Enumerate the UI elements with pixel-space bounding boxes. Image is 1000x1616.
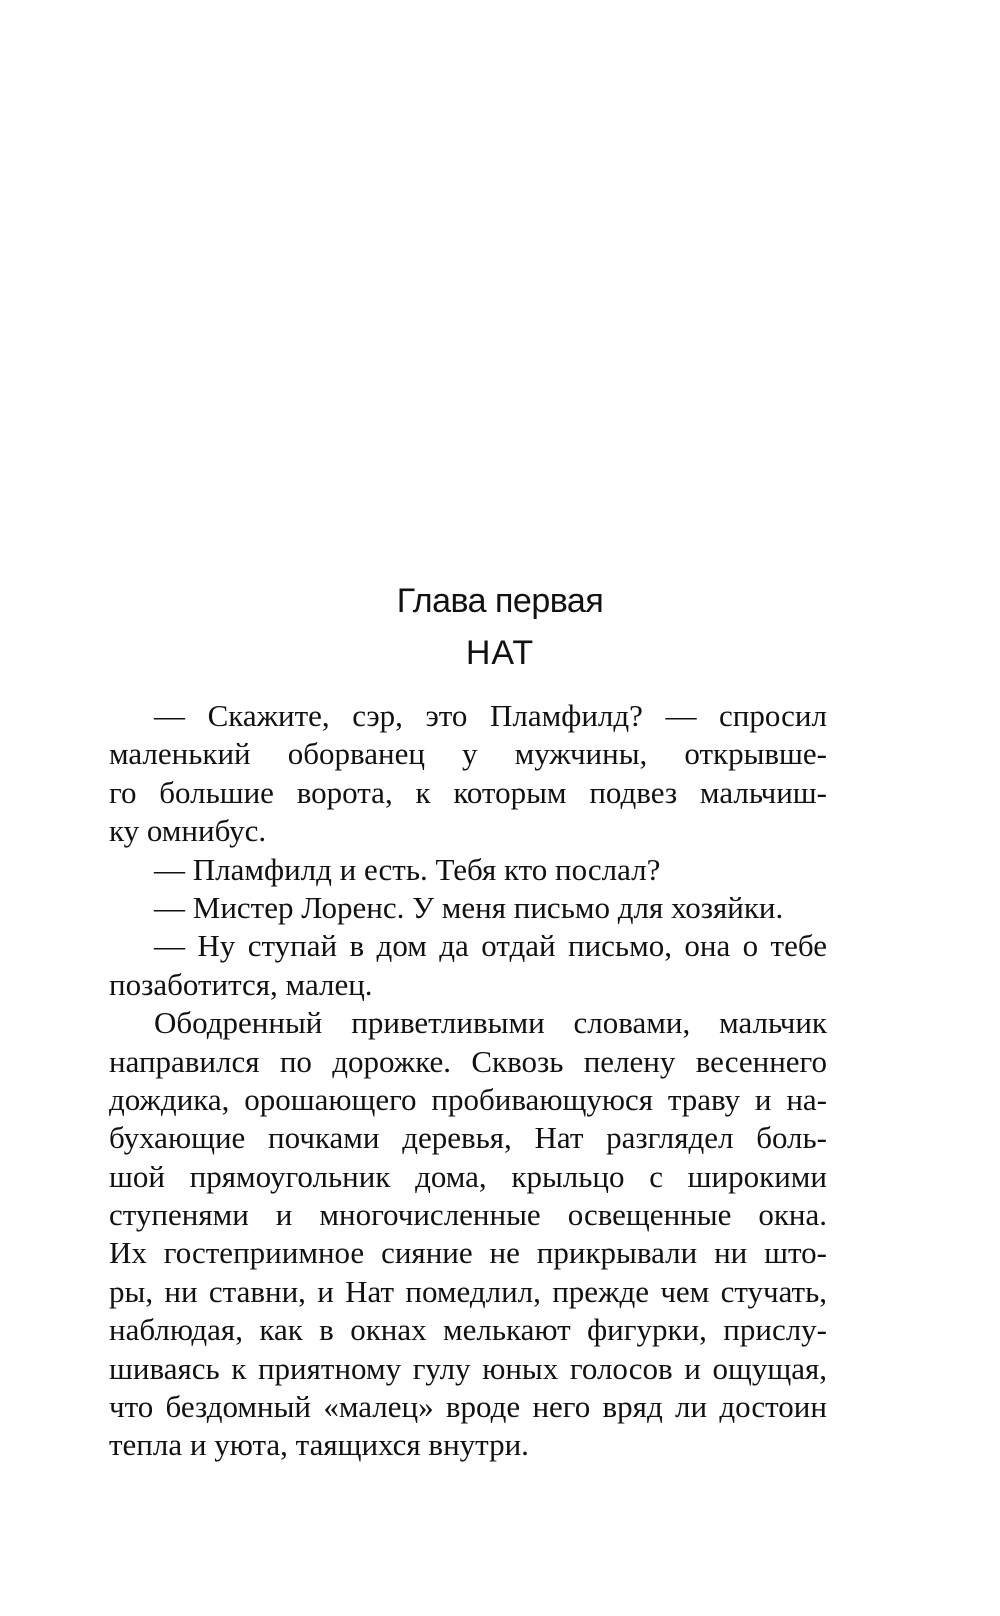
text-line: направился по дорожке. Сквозь пелену весеннего	[109, 1043, 827, 1079]
text-line: дождика, орошающего пробивающуюся траву и на-	[109, 1081, 827, 1117]
text-line: позаботится, малец.	[109, 966, 373, 1002]
text-line: что бездомный «малец» вроде него вряд ли достоин	[109, 1389, 827, 1425]
text-line: ку омнибус.	[109, 813, 267, 849]
text-line: го большие ворота, к которым подвез мальчиш-	[109, 774, 827, 810]
text-line: шиваясь к приятному гулу юных голосов и ощущая,	[109, 1350, 827, 1386]
chapter-title: НАТ	[465, 634, 535, 672]
text-line: Ободренный приветливыми словами, мальчик	[154, 1005, 827, 1041]
body-text	[109, 697, 827, 1465]
text-line: Их гостеприимное сияние не прикрывали ни што-	[109, 1235, 827, 1271]
text-line: — Скажите, сэр, это Пламфилд? — спросил	[154, 698, 827, 733]
text-line: шой прямоугольник дома, крыльцо с широкими	[109, 1158, 827, 1194]
text-line: маленький оборванец у мужчины, открывше-	[109, 736, 827, 772]
text-line: ступенями и многочисленные освещенные окна.	[109, 1197, 827, 1233]
text-line: ры, ни ставни, и Нат помедлил, прежде чем стучать,	[109, 1273, 827, 1309]
text-line: бухающие почками деревья, Нат разглядел боль-	[109, 1120, 827, 1156]
text-line: — Пламфилд и есть. Тебя кто послал?	[154, 851, 661, 887]
text-line: — Мистер Лоренс. У меня письмо для хозяйки.	[154, 889, 784, 925]
text-line: наблюдая, как в окнах мелькают фигурки, прислу-	[109, 1312, 827, 1348]
text-line: тепла и уюта, таящихся внутри.	[109, 1427, 529, 1463]
chapter-label: Глава первая	[396, 582, 604, 620]
text-line: — Ну ступай в дом да отдай письмо, она о тебе	[154, 928, 827, 964]
